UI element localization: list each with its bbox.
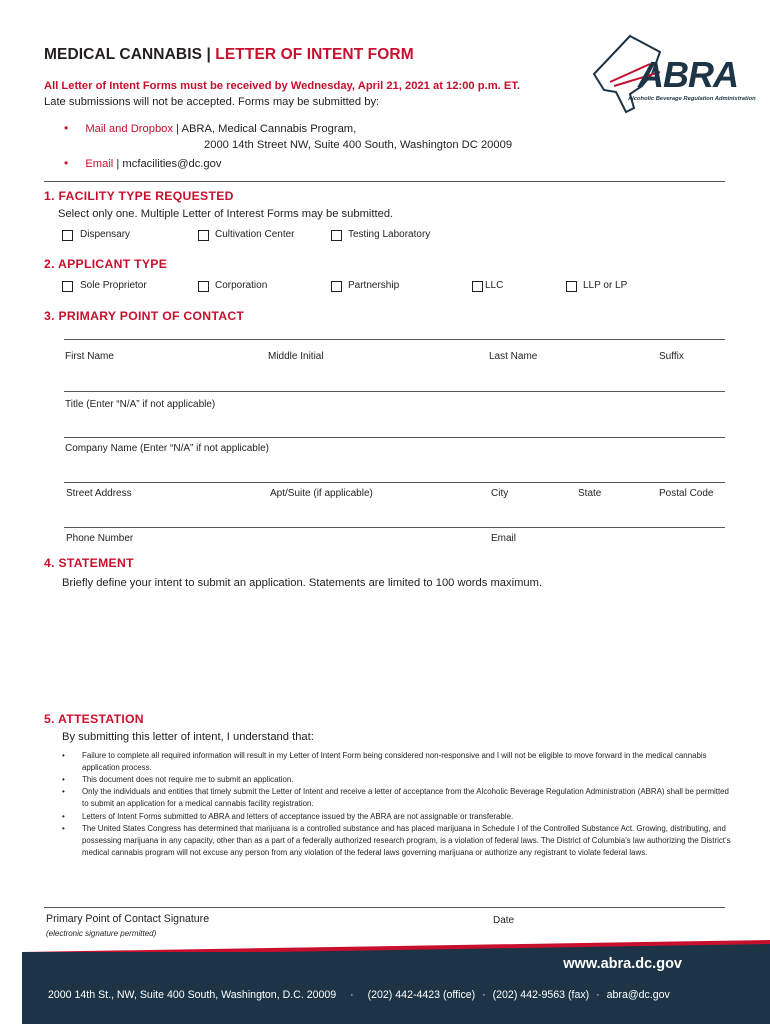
logo-subtitle: Alcoholic Beverage Regulation Administration: [628, 96, 756, 102]
bullet-icon: •: [64, 121, 69, 135]
bullet-icon: •: [62, 787, 65, 796]
footer-phone-fax: (202) 442-9563 (fax): [492, 989, 590, 1001]
bullet-icon: •: [62, 751, 65, 760]
phone-number-label: Phone Number: [66, 533, 134, 544]
section-5-intro: By submitting this letter of intent, I understand that:: [62, 731, 314, 743]
bullet-icon: •: [62, 775, 65, 784]
email-label: Email: [85, 158, 114, 170]
section-1-instruction: Select only one. Multiple Letter of Interest Forms may be submitted.: [58, 208, 394, 220]
street-address-label: Street Address: [66, 488, 132, 499]
bullet-icon: •: [62, 812, 65, 821]
last-name-label: Last Name: [489, 351, 538, 362]
section-4-heading: 4. STATEMENT: [44, 556, 134, 570]
state-label: State: [578, 488, 602, 499]
title-field-label: Title (Enter “N/A” if not applicable): [65, 399, 216, 410]
company-field-label: Company Name (Enter “N/A” if not applicable): [65, 443, 269, 454]
footer-contact-line: [48, 989, 670, 1001]
label-partnership: Partnership: [348, 280, 400, 291]
section-5-heading: 5. ATTESTATION: [44, 712, 144, 726]
label-dispensary: Dispensary: [80, 229, 131, 240]
apt-suite-label: Apt/Suite (if applicable): [270, 488, 373, 499]
section-3-heading: 3. PRIMARY POINT OF CONTACT: [44, 309, 245, 323]
statement-text-area[interactable]: [62, 596, 725, 701]
footer-website-link[interactable]: www.abra.dc.gov: [563, 956, 682, 972]
attestation-item: This document does not require me to submit an application.: [82, 775, 294, 784]
label-llp-or-lp: LLP or LP: [583, 280, 628, 291]
header-divider: [44, 181, 725, 182]
label-testing-laboratory: Testing Laboratory: [348, 229, 431, 240]
label-llc: LLC: [485, 280, 504, 291]
checkbox-cultivation-center[interactable]: [198, 230, 209, 241]
address-fields-line[interactable]: [64, 527, 725, 528]
submit-mail-item: [64, 121, 356, 135]
bullet-icon: •: [62, 824, 65, 833]
attestation-item: Failure to complete all required information will result in my Letter of Intent Form being considered non-responsive and I will not be eligible to move forward in the medical cannabis application process.: [82, 751, 707, 773]
label-sole-proprietor: Sole Proprietor: [80, 280, 147, 291]
checkbox-llc[interactable]: [472, 281, 483, 292]
checkbox-corporation[interactable]: [198, 281, 209, 292]
checkbox-dispensary[interactable]: [62, 230, 73, 241]
section-1-heading: 1. FACILITY TYPE REQUESTED: [44, 189, 234, 203]
attestation-item: The United States Congress has determined that marijuana is a controlled substance and has placed marijuana in Schedule I of the Controlled Substance Act. Growing, distributing, and possessing marijuana in any capacity, other than as a part of a federally authorized research program, is a violation of federal laws. The District of Columbia’s law authorizing the District’s medical cannabis program will not excuse any person from any violation of the federal laws governing marijuana or authorize any registrant to violate federal laws.: [82, 824, 731, 858]
section-2-heading: 2. APPLICANT TYPE: [44, 257, 168, 271]
late-notice: Late submissions will not be accepted. Forms may be submitted by:: [44, 96, 380, 108]
contact-email-label: Email: [491, 533, 517, 544]
email-text: | mcfacilities@dc.gov: [113, 158, 222, 170]
postal-code-label: Postal Code: [659, 488, 714, 499]
middle-initial-label: Middle Initial: [268, 351, 324, 362]
name-fields-line[interactable]: [64, 391, 725, 392]
signature-line[interactable]: [44, 907, 725, 908]
city-label: City: [491, 488, 509, 499]
page-title: [44, 46, 414, 64]
title-form-name: LETTER OF INTENT FORM: [215, 46, 414, 63]
attestation-item: Only the individuals and entities that timely submit the Letter of Intent and receive a letter of acceptance from the Alcoholic Beverage Regulation Administration (ABRA) shall be permitted to submit an application for a medical cannabis facility registration.: [82, 787, 729, 809]
signature-note: (electronic signature permitted): [46, 929, 157, 938]
logo-wordmark: ABRA: [638, 54, 738, 95]
checkbox-testing-laboratory[interactable]: [331, 230, 342, 241]
company-field-line[interactable]: [64, 482, 725, 483]
footer-separator: ·: [482, 989, 486, 1001]
date-label: Date: [493, 915, 515, 926]
submit-email-item: [64, 156, 221, 170]
footer-phone-office: (202) 442-4423 (office): [367, 989, 476, 1001]
title-field-line[interactable]: [64, 437, 725, 438]
footer-separator: ·: [596, 989, 600, 1001]
section-4-instruction: Briefly define your intent to submit an application. Statements are limited to 100 words maximum.: [62, 577, 543, 589]
deadline-notice: All Letter of Intent Forms must be received by Wednesday, April 21, 2021 at 12:00 p.m. ET.: [44, 80, 521, 92]
contact-top-line: [64, 339, 725, 340]
attestation-item: Letters of Intent Forms submitted to ABRA and letters of acceptance issued by the ABRA are not assignable or transferable.: [82, 812, 514, 821]
checkbox-llp-or-lp[interactable]: [566, 281, 577, 292]
checkbox-partnership[interactable]: [331, 281, 342, 292]
footer-email-link[interactable]: abra@dc.gov: [606, 989, 670, 1001]
label-cultivation-center: Cultivation Center: [215, 229, 295, 240]
first-name-label: First Name: [65, 351, 114, 362]
suffix-label: Suffix: [659, 351, 684, 362]
checkbox-sole-proprietor[interactable]: [62, 281, 73, 292]
signature-label: Primary Point of Contact Signature: [46, 913, 210, 925]
mail-label: Mail and Dropbox: [85, 123, 173, 135]
label-corporation: Corporation: [215, 280, 268, 291]
mail-text: | ABRA, Medical Cannabis Program,: [173, 123, 357, 135]
footer-address: 2000 14th St., NW, Suite 400 South, Washington, D.C. 20009: [48, 989, 337, 1001]
footer-separator: ·: [350, 989, 354, 1001]
title-prefix: MEDICAL CANNABIS |: [44, 46, 216, 63]
abra-logo: [590, 34, 756, 116]
mail-address: 2000 14th Street NW, Suite 400 South, Washington DC 20009: [204, 139, 513, 151]
bullet-icon: •: [64, 156, 69, 170]
